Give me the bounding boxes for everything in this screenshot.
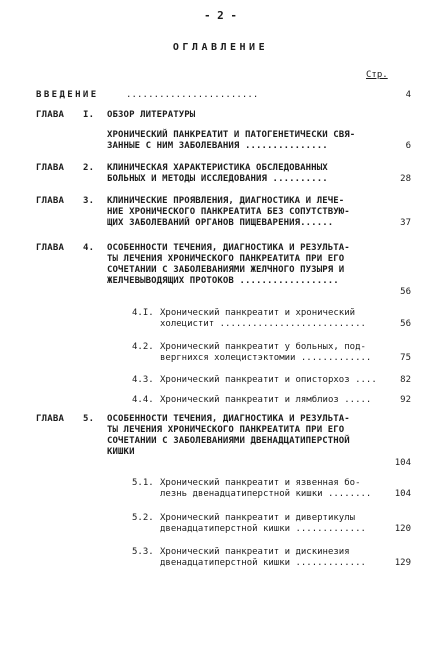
page-title: ОГЛАВЛЕНИЕ	[172, 42, 269, 53]
section-page: 82	[400, 375, 411, 385]
section-page: 56	[400, 319, 411, 329]
chapter-label: ГЛАВА	[36, 196, 65, 206]
chapter-number: 5.	[83, 414, 95, 424]
section-line: Хронический панкреатит и хронический	[160, 308, 356, 318]
section-page: 75	[400, 353, 411, 363]
section-number: 5.3.	[132, 547, 154, 557]
chapter-line: СОЧЕТАНИИ С ЗАБОЛЕВАНИЯМИ ЖЕЛЧНОГО ПУЗЫРЯ И	[107, 265, 345, 275]
section-number: 4.3.	[132, 375, 154, 385]
section-line: лезнь двенадцатиперстной кишки ........	[160, 489, 372, 499]
page-number: - 2 -	[203, 9, 238, 22]
section-line: вергнихся холецистэктомии .............	[160, 353, 372, 363]
chapter-page: 6	[405, 141, 411, 151]
chapter-line: ТЫ ЛЕЧЕНИЯ ХРОНИЧЕСКОГО ПАНКРЕАТИТА ПРИ ЕГО	[107, 425, 345, 435]
chapter-label: ГЛАВА	[36, 163, 65, 173]
chapter-number: 4.	[83, 243, 95, 253]
chapter-line: НИЕ ХРОНИЧЕСКОГО ПАНКРЕАТИТА БЕЗ СОПУТСТВУЮ-	[107, 207, 350, 217]
section-number: 4.2.	[132, 342, 154, 352]
chapter-line: БОЛЬНЫХ И МЕТОДЫ ИССЛЕДОВАНИЯ ..........	[107, 174, 328, 184]
section-line: холецистит ...........................	[160, 319, 366, 329]
section-page: 104	[394, 489, 411, 499]
chapter-line: КИШКИ	[107, 447, 135, 457]
chapter-line: КЛИНИЧЕСКАЯ ХАРАКТЕРИСТИКА ОБСЛЕДОВАННЫХ	[107, 163, 328, 173]
section-line: Хронический панкреатит и язвенная бо-	[160, 478, 361, 488]
intro-leader: ........................	[126, 90, 259, 100]
chapter-number: 3.	[83, 196, 95, 206]
section-number: 5.2.	[132, 513, 154, 523]
chapter-label: ГЛАВА	[36, 243, 65, 253]
chapter-line: ТЫ ЛЕЧЕНИЯ ХРОНИЧЕСКОГО ПАНКРЕАТИТА ПРИ ЕГО	[107, 254, 345, 264]
section-line: Хронический панкреатит у больных, под-	[160, 342, 366, 352]
section-line: Хронический панкреатит и лямблиоз .....	[160, 395, 372, 405]
section-number: 4.4.	[132, 395, 154, 405]
chapter-number: I.	[83, 110, 95, 120]
section-page: 129	[394, 558, 411, 568]
section-page: 92	[400, 395, 411, 405]
section-line: Хронический панкреатит и описторхоз ....	[160, 375, 377, 385]
chapter-page: 37	[400, 218, 411, 228]
chapter-label: ГЛАВА	[36, 110, 65, 120]
chapter-page: 56	[400, 287, 411, 297]
chapter-line: ЩИХ ЗАБОЛЕВАНИЙ ОРГАНОВ ПИЩЕВАРЕНИЯ......	[107, 218, 334, 228]
section-page: 120	[394, 524, 411, 534]
chapter-number: 2.	[83, 163, 95, 173]
section-line: Хронический панкреатит и дискинезия	[160, 547, 350, 557]
section-number: 5.1.	[132, 478, 154, 488]
chapter-line: КЛИНИЧЕСКИЕ ПРОЯВЛЕНИЯ, ДИАГНОСТИКА И ЛЕЧЕ-	[107, 196, 345, 206]
intro-title: ВВЕДЕНИЕ	[36, 90, 99, 100]
section-line: двенадцатиперстной кишки .............	[160, 558, 366, 568]
intro-page: 4	[405, 90, 411, 100]
chapter-line: ЗАННЫЕ С НИМ ЗАБОЛЕВАНИЯ ...............	[107, 141, 328, 151]
section-number: 4.I.	[132, 308, 154, 318]
chapter-line: ЖЕЛЧЕВЫВОДЯЩИХ ПРОТОКОВ ..................	[107, 276, 339, 286]
chapter-line: ХРОНИЧЕСКИЙ ПАНКРЕАТИТ И ПАТОГЕНЕТИЧЕСКИ СВЯ-	[107, 130, 356, 140]
chapter-line: ОСОБЕННОСТИ ТЕЧЕНИЯ, ДИАГНОСТИКА И РЕЗУЛЬТА-	[107, 414, 350, 424]
chapter-line: ОСОБЕННОСТИ ТЕЧЕНИЯ, ДИАГНОСТИКА И РЕЗУЛЬТА-	[107, 243, 350, 253]
chapter-line: СОЧЕТАНИИ С ЗАБОЛЕВАНИЯМИ ДВЕНАДЦАТИПЕРСТНОЙ	[107, 436, 350, 446]
chapter-page: 28	[400, 174, 411, 184]
chapter-page: 104	[394, 458, 411, 468]
section-line: двенадцатиперстной кишки .............	[160, 524, 366, 534]
chapter-label: ГЛАВА	[36, 414, 65, 424]
chapter-line: ОБЗОР ЛИТЕРАТУРЫ	[107, 110, 196, 120]
section-line: Хронический панкреатит и дивертикулы	[160, 513, 356, 523]
page-column-header: Стр.	[366, 70, 388, 80]
